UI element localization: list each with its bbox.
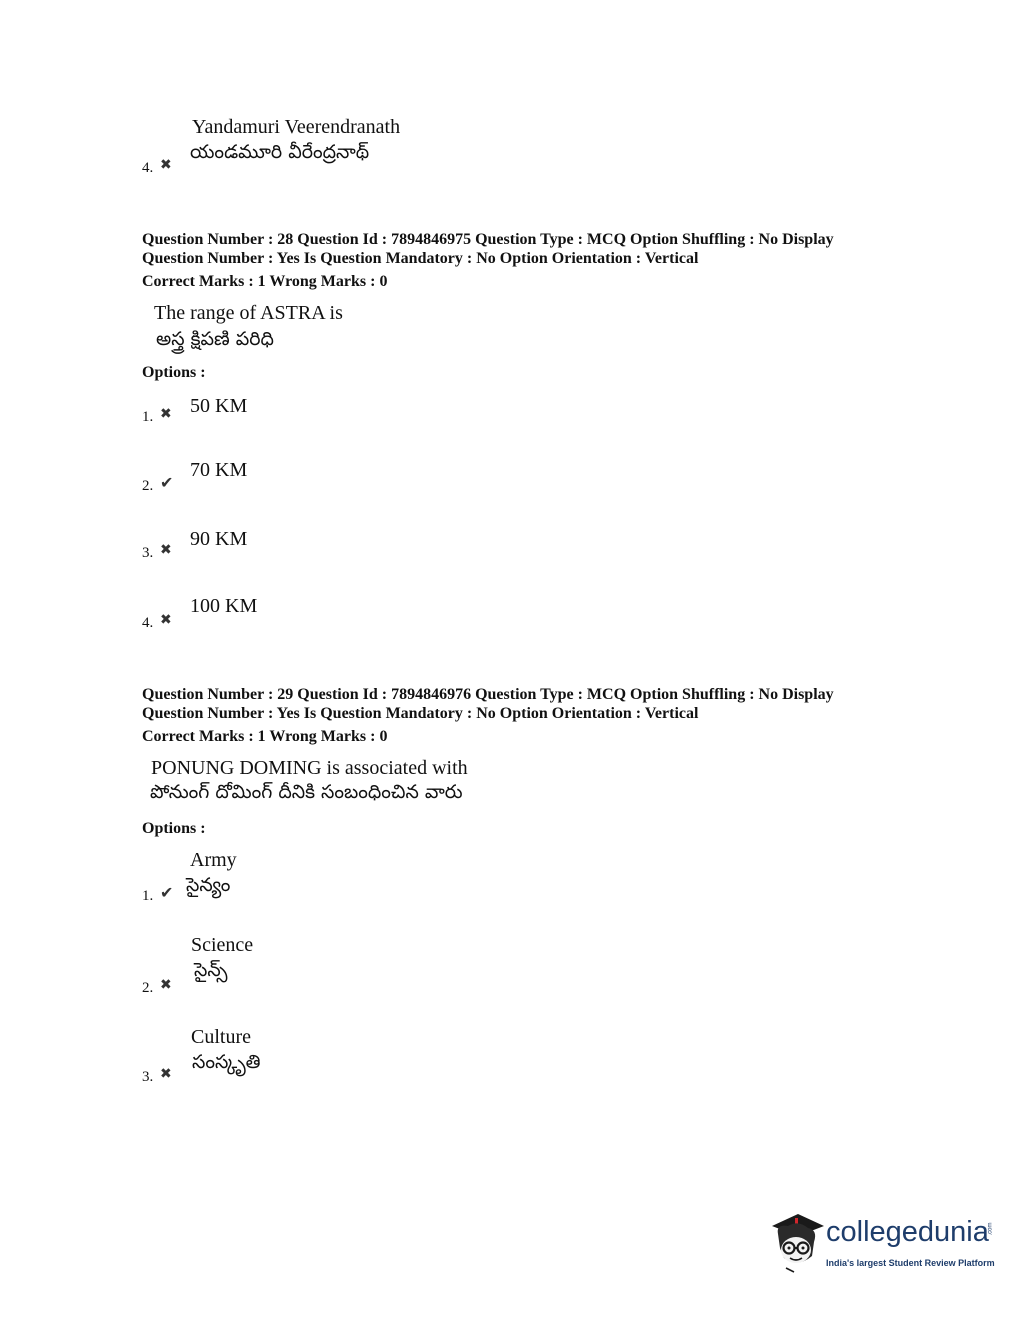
q29-option-1-number: 1.: [142, 888, 154, 904]
q28-option-3-text: 90 KM: [190, 528, 248, 550]
q28-option-1-text: 50 KM: [190, 395, 248, 417]
q28-option-4-text: 100 KM: [190, 595, 258, 617]
q28-meta-line-1: Question Number : 28 Question Id : 7894846975 Question Type : MCQ Option Shuffling : No Display: [142, 231, 834, 248]
q29-options-label: Options :: [142, 820, 206, 837]
q29-option-2-english: Science: [191, 934, 254, 956]
q29-question-telugu: పోనుంగ్ దోమింగ్ దీనికి సంబంధించిన వారు: [150, 781, 463, 803]
wrong-mark-icon: ✖: [160, 158, 172, 173]
q28-question-english: The range of ASTRA is: [154, 302, 343, 324]
prev-option-4-number: 4.: [142, 160, 154, 176]
q28-option-4-number: 4.: [142, 615, 154, 631]
prev-option-4-telugu: యండమూరి వీరేంద్రనాథ్: [190, 141, 370, 163]
q29-option-2-telugu: సైన్స్: [194, 959, 228, 981]
collegedunia-logo: [768, 1208, 998, 1280]
correct-check-icon: ✔: [160, 885, 174, 902]
wrong-mark-icon: ✖: [160, 407, 172, 422]
q29-option-3-english: Culture: [191, 1026, 251, 1048]
q28-option-2-number: 2.: [142, 478, 154, 494]
q29-marks: Correct Marks : 1 Wrong Marks : 0: [142, 728, 388, 745]
q29-option-3-telugu: సంస్కృతి: [192, 1051, 261, 1073]
q28-option-2-text: 70 KM: [190, 459, 248, 481]
prev-option-4-english: Yandamuri Veerendranath: [192, 116, 401, 138]
q29-meta-line-1: Question Number : 29 Question Id : 7894846976 Question Type : MCQ Option Shuffling : No Display: [142, 686, 834, 703]
q29-option-2-number: 2.: [142, 980, 154, 996]
logo-domain-suffix: .com: [987, 1222, 994, 1236]
q28-marks: Correct Marks : 1 Wrong Marks : 0: [142, 273, 388, 290]
q28-option-1-number: 1.: [142, 409, 154, 425]
correct-check-icon: ✔: [160, 475, 174, 492]
q28-meta-line-2: Question Number : Yes Is Question Mandatory : No Option Orientation : Vertical: [142, 250, 699, 267]
student-mascot-icon: [768, 1212, 826, 1276]
wrong-mark-icon: ✖: [160, 613, 172, 628]
wrong-mark-icon: ✖: [160, 1067, 172, 1082]
logo-tagline: India's largest Student Review Platform: [826, 1258, 995, 1268]
logo-wordmark: collegedunia: [826, 1216, 989, 1248]
q29-meta-line-2: Question Number : Yes Is Question Mandatory : No Option Orientation : Vertical: [142, 705, 699, 722]
q28-option-3-number: 3.: [142, 545, 154, 561]
q29-option-3-number: 3.: [142, 1069, 154, 1085]
q28-options-label: Options :: [142, 364, 206, 381]
q28-question-telugu: అస్త్ర క్షిపణి పరిధి: [156, 328, 274, 350]
wrong-mark-icon: ✖: [160, 978, 172, 993]
wrong-mark-icon: ✖: [160, 543, 172, 558]
q29-option-1-telugu: సైన్యం: [186, 874, 231, 896]
q29-question-english: PONUNG DOMING is associated with: [151, 757, 468, 779]
q29-option-1-english: Army: [190, 849, 237, 871]
